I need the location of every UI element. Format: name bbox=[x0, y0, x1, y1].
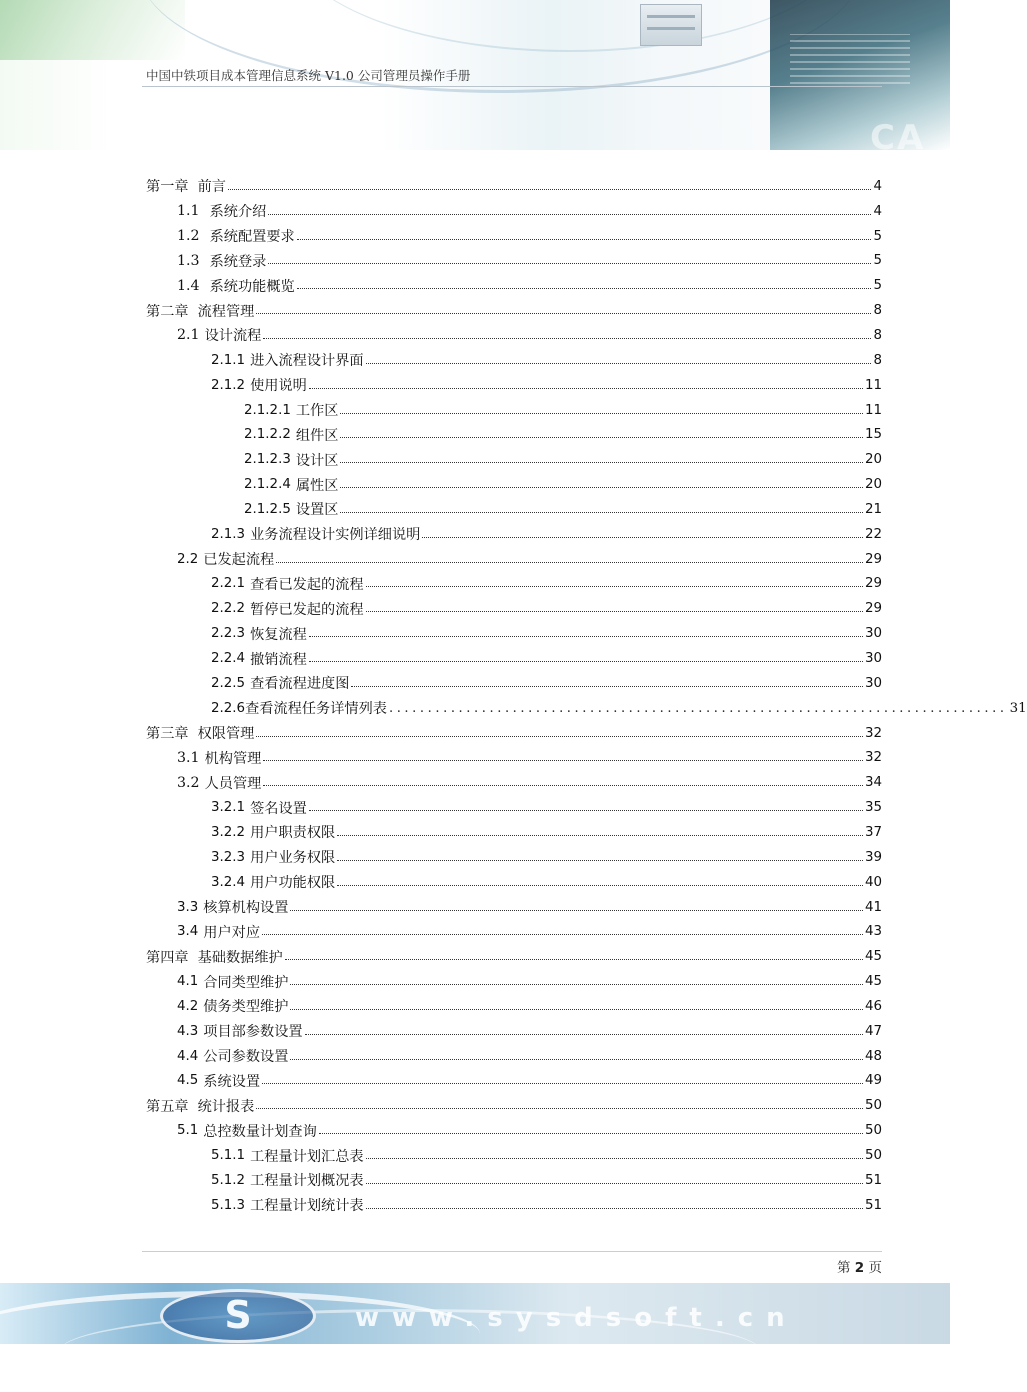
toc-entry-page: 46 bbox=[864, 998, 882, 1014]
toc-leader-dots bbox=[297, 288, 872, 289]
toc-entry-label: 系统介绍 bbox=[209, 204, 267, 221]
toc-entry[interactable] bbox=[177, 746, 882, 771]
toc-entry-label: 核算机构设置 bbox=[203, 900, 289, 917]
toc-entry-page: 37 bbox=[864, 824, 882, 840]
toc-entry[interactable] bbox=[211, 795, 882, 820]
toc-leader-dots bbox=[366, 363, 872, 364]
toc-leader-dots bbox=[337, 885, 863, 886]
toc-entry[interactable] bbox=[146, 298, 882, 323]
toc-entry-label: 设计流程 bbox=[204, 328, 262, 345]
toc-entry[interactable] bbox=[177, 199, 882, 224]
toc-entry[interactable] bbox=[211, 646, 882, 671]
toc-entry-page: 11 bbox=[864, 377, 882, 393]
toc-entry-label: 组件区 bbox=[295, 427, 339, 444]
toc-entry-label: 公司参数设置 bbox=[203, 1049, 289, 1066]
toc-leader-dots bbox=[263, 785, 863, 786]
toc-entry[interactable] bbox=[211, 1193, 882, 1218]
toc-leader-dots bbox=[290, 1059, 863, 1060]
toc-entry-number: 2.1.1 bbox=[211, 352, 246, 368]
toc-entry-page: 41 bbox=[864, 899, 882, 915]
toc-entry[interactable] bbox=[211, 671, 882, 696]
toc-entry-page: 5 bbox=[873, 228, 882, 244]
toc-entry[interactable] bbox=[177, 1069, 882, 1094]
toc-entry-number: 第二章 bbox=[146, 303, 189, 320]
toc-entry-page: 47 bbox=[864, 1023, 882, 1039]
toc-entry-number: 第四章 bbox=[146, 949, 189, 966]
toc-entry-label: 已发起流程 bbox=[203, 552, 275, 569]
screen-graphic: CA bbox=[770, 0, 950, 150]
toc-entry-label: 债务类型维护 bbox=[203, 999, 289, 1016]
toc-entry-number: 5.1 bbox=[177, 1123, 199, 1139]
toc-entry-label: 查看已发起的流程 bbox=[250, 576, 364, 593]
toc-entry-number: 3.2.4 bbox=[211, 874, 246, 890]
toc-leader-dots bbox=[290, 984, 863, 985]
toc-entry-label: 系统配置要求 bbox=[209, 229, 295, 246]
toc-leader-dots bbox=[309, 810, 863, 811]
toc-entry-number: 2.2.4 bbox=[211, 651, 246, 667]
toc-entry-page: 29 bbox=[864, 576, 882, 592]
toc-entry-number: 2.1.2.3 bbox=[244, 452, 291, 468]
toc-entry[interactable] bbox=[177, 1044, 882, 1069]
toc-entry-label: 设计区 bbox=[295, 452, 339, 469]
company-url: www.sysdsoft.cn bbox=[355, 1303, 798, 1333]
toc-entry[interactable] bbox=[244, 472, 882, 497]
toc-entry-page: 50 bbox=[864, 1098, 882, 1114]
toc-entry[interactable] bbox=[177, 224, 882, 249]
toc-entry-number: 2.1 bbox=[177, 327, 200, 344]
toc-entry-number: 4.3 bbox=[177, 1023, 199, 1039]
toc-entry-label: 人员管理 bbox=[204, 775, 262, 792]
toc-entry-number: 2.2.3 bbox=[211, 626, 246, 642]
toc-entry-page: 34 bbox=[864, 775, 882, 791]
toc-entry-page: 8 bbox=[873, 327, 882, 343]
toc-entry-label: 查看流程任务详情列表 bbox=[245, 701, 387, 718]
toc-entry-page: 51 bbox=[864, 1197, 882, 1213]
toc-entry[interactable] bbox=[177, 1019, 882, 1044]
toc-leader-dots bbox=[297, 239, 872, 240]
toc-entry-page: 49 bbox=[864, 1073, 882, 1089]
toc-entry-number: 5.1.2 bbox=[211, 1172, 246, 1188]
toc-entry[interactable] bbox=[211, 373, 882, 398]
toc-leader-dots bbox=[351, 686, 863, 687]
toc-entry-number: 4.5 bbox=[177, 1073, 199, 1089]
toc-entry-label: 用户对应 bbox=[203, 924, 261, 941]
toc-leader-dots bbox=[366, 1158, 863, 1159]
toc-entry-page: 31 bbox=[1009, 700, 1027, 716]
toc-leader-dots bbox=[285, 959, 863, 960]
toc-leader-dots bbox=[228, 189, 872, 190]
toc-entry[interactable] bbox=[211, 845, 882, 870]
toc-entry[interactable] bbox=[177, 994, 882, 1019]
toc-entry-number: 第一章 bbox=[146, 179, 189, 196]
toc-entry[interactable] bbox=[211, 1168, 882, 1193]
page-suffix: 页 bbox=[868, 1260, 882, 1276]
toc-entry[interactable] bbox=[244, 447, 882, 472]
toc-entry-label: 用户业务权限 bbox=[250, 850, 336, 867]
toc-entry-number: 3.3 bbox=[177, 899, 199, 915]
toc-entry-page: 4 bbox=[873, 203, 882, 219]
toc-entry-page: 30 bbox=[864, 675, 882, 691]
toc-entry[interactable] bbox=[146, 944, 882, 969]
toc-entry-number: 3.2 bbox=[177, 774, 200, 791]
toc-leader-dots bbox=[290, 1009, 863, 1010]
toc-leader-dots bbox=[366, 611, 863, 612]
page-number-value: 2 bbox=[854, 1260, 865, 1276]
toc-entry-label: 工程量计划汇总表 bbox=[250, 1148, 364, 1165]
toc-entry-label: 基础数据维护 bbox=[197, 949, 283, 966]
header-rule bbox=[142, 86, 882, 87]
toc-entry[interactable] bbox=[177, 249, 882, 274]
toc-leader-dots bbox=[263, 760, 863, 761]
toc-entry-page: 22 bbox=[864, 526, 882, 542]
toc-leader-dots bbox=[340, 437, 863, 438]
toc-entry-label: 签名设置 bbox=[250, 800, 307, 817]
toc-entry-page: 5 bbox=[873, 278, 882, 294]
toc-leader-dots bbox=[366, 1183, 863, 1184]
toc-entry-label: 工作区 bbox=[295, 403, 339, 420]
toc-entry-number: 2.2.1 bbox=[211, 576, 246, 592]
running-header-title: 中国中铁项目成本管理信息系统 V1.0 公司管理员操作手册 bbox=[146, 68, 471, 83]
toc-entry-page: 32 bbox=[864, 725, 882, 741]
toc-leader-dots bbox=[309, 388, 863, 389]
toc-entry-label: 用户职责权限 bbox=[250, 825, 336, 842]
toc-entry-page: 11 bbox=[864, 402, 882, 418]
toc-entry-page: 8 bbox=[873, 303, 882, 319]
toc-leader-dots bbox=[309, 661, 863, 662]
toc-entry[interactable] bbox=[211, 696, 1027, 721]
toc-entry-label: 暂停已发起的流程 bbox=[250, 601, 364, 618]
toc-entry-number: 3.4 bbox=[177, 924, 199, 940]
toc-leader-dots: ................................................................................ bbox=[388, 700, 1008, 716]
toc-entry-label: 项目部参数设置 bbox=[203, 1024, 303, 1041]
software-window-graphic bbox=[640, 4, 702, 46]
toc-entry-number: 4.4 bbox=[177, 1048, 199, 1064]
toc-entry-page: 5 bbox=[873, 253, 882, 269]
top-decorative-banner bbox=[0, 0, 950, 158]
page-prefix: 第 bbox=[837, 1260, 851, 1276]
toc-entry-label: 使用说明 bbox=[250, 378, 307, 395]
toc-leader-dots bbox=[337, 860, 863, 861]
toc-entry-label: 查看流程进度图 bbox=[250, 676, 350, 693]
toc-entry-number: 2.2.6 bbox=[211, 700, 246, 716]
toc-entry-page: 51 bbox=[864, 1172, 882, 1188]
toc-leader-dots bbox=[262, 1083, 863, 1084]
toc-entry-label: 恢复流程 bbox=[250, 626, 307, 643]
toc-entry-page: 30 bbox=[864, 651, 882, 667]
bottom-decorative-banner bbox=[0, 1283, 950, 1344]
toc-entry-number: 2.2 bbox=[177, 551, 199, 567]
toc-entry[interactable] bbox=[211, 522, 882, 547]
toc-leader-dots bbox=[268, 263, 871, 264]
toc-leader-dots bbox=[340, 413, 863, 414]
toc-entry-number: 5.1.1 bbox=[211, 1148, 246, 1164]
toc-leader-dots bbox=[256, 1108, 863, 1109]
toc-leader-dots bbox=[340, 487, 863, 488]
toc-entry[interactable] bbox=[177, 323, 882, 348]
toc-leader-dots bbox=[319, 1133, 863, 1134]
toc-leader-dots bbox=[422, 537, 863, 538]
toc-entry-number: 3.2.1 bbox=[211, 800, 246, 816]
toc-entry-label: 前言 bbox=[197, 179, 226, 196]
toc-entry-label: 总控数量计划查询 bbox=[203, 1123, 317, 1140]
toc-entry-number: 2.2.2 bbox=[211, 601, 246, 617]
toc-leader-dots bbox=[256, 736, 863, 737]
toc-entry[interactable] bbox=[244, 497, 882, 522]
toc-entry[interactable] bbox=[177, 969, 882, 994]
toc-entry[interactable] bbox=[146, 174, 882, 199]
toc-entry-number: 1.4 bbox=[177, 277, 200, 294]
toc-entry-number: 2.1.2.5 bbox=[244, 501, 291, 517]
toc-entry-label: 设置区 bbox=[295, 502, 339, 519]
toc-entry-number: 第三章 bbox=[146, 726, 189, 743]
toc-entry-page: 30 bbox=[864, 626, 882, 642]
toc-entry-label: 用户功能权限 bbox=[250, 875, 336, 892]
toc-entry-page: 32 bbox=[864, 750, 882, 766]
toc-entry-label: 进入流程设计界面 bbox=[250, 353, 364, 370]
toc-entry-page: 4 bbox=[873, 178, 882, 194]
toc-entry[interactable] bbox=[177, 1118, 882, 1143]
toc-entry[interactable] bbox=[177, 547, 882, 572]
toc-leader-dots bbox=[290, 910, 863, 911]
toc-entry-label: 流程管理 bbox=[197, 303, 255, 320]
toc-entry-page: 39 bbox=[864, 849, 882, 865]
toc-entry-label: 合同类型维护 bbox=[203, 974, 289, 991]
toc-entry-page: 20 bbox=[864, 477, 882, 493]
toc-entry-label: 业务流程设计实例详细说明 bbox=[250, 527, 421, 544]
toc-entry[interactable] bbox=[211, 820, 882, 845]
toc-entry[interactable] bbox=[211, 596, 882, 621]
toc-leader-dots bbox=[340, 462, 863, 463]
toc-entry-label: 统计报表 bbox=[197, 1098, 255, 1115]
toc-entry-number: 1.2 bbox=[177, 228, 200, 245]
toc-leader-dots bbox=[337, 835, 863, 836]
toc-leader-dots bbox=[262, 934, 863, 935]
toc-leader-dots bbox=[366, 586, 863, 587]
toc-entry-number: 2.1.2.2 bbox=[244, 427, 291, 443]
toc-entry-number: 3.2.2 bbox=[211, 824, 246, 840]
toc-entry[interactable] bbox=[244, 423, 882, 448]
toc-entry-number: 3.1 bbox=[177, 749, 200, 766]
toc-leader-dots bbox=[263, 338, 871, 339]
toc-entry-label: 撤销流程 bbox=[250, 651, 307, 668]
toc-entry-number: 2.2.5 bbox=[211, 675, 246, 691]
toc-entry-page: 29 bbox=[864, 601, 882, 617]
toc-entry-page: 50 bbox=[864, 1148, 882, 1164]
toc-entry-label: 工程量计划概况表 bbox=[250, 1173, 364, 1190]
toc-entry-number: 2.1.2 bbox=[211, 377, 246, 393]
toc-entry-number: 2.1.2.1 bbox=[244, 402, 291, 418]
toc-leader-dots bbox=[366, 1208, 863, 1209]
toc-entry[interactable] bbox=[211, 1143, 882, 1168]
toc-entry[interactable] bbox=[211, 572, 882, 597]
toc-entry-label: 系统设置 bbox=[203, 1073, 261, 1090]
company-logo: S bbox=[160, 1289, 316, 1343]
toc-entry-label: 机构管理 bbox=[204, 750, 262, 767]
toc-leader-dots bbox=[305, 1034, 863, 1035]
toc-entry-label: 工程量计划统计表 bbox=[250, 1198, 364, 1215]
toc-leader-dots bbox=[268, 214, 871, 215]
toc-entry-number: 第五章 bbox=[146, 1098, 189, 1115]
toc-entry[interactable] bbox=[177, 895, 882, 920]
toc-entry[interactable] bbox=[244, 398, 882, 423]
toc-entry[interactable] bbox=[211, 870, 882, 895]
toc-entry[interactable] bbox=[146, 1093, 882, 1118]
toc-entry-number: 5.1.3 bbox=[211, 1197, 246, 1213]
toc-leader-dots bbox=[309, 636, 863, 637]
toc-entry-number: 2.1.3 bbox=[211, 526, 246, 542]
toc-entry-page: 43 bbox=[864, 924, 882, 940]
toc-entry-page: 35 bbox=[864, 800, 882, 816]
toc-entry-number: 1.3 bbox=[177, 252, 200, 269]
toc-entry[interactable] bbox=[146, 721, 882, 746]
toc-entry-page: 20 bbox=[864, 452, 882, 468]
toc-entry-page: 48 bbox=[864, 1048, 882, 1064]
toc-entry-page: 21 bbox=[864, 501, 882, 517]
toc-entry[interactable] bbox=[211, 348, 882, 373]
toc-entry-number: 4.1 bbox=[177, 974, 199, 990]
toc-entry-page: 50 bbox=[864, 1123, 882, 1139]
toc-leader-dots bbox=[340, 512, 863, 513]
toc-entry-label: 系统功能概览 bbox=[209, 278, 295, 295]
toc-entry-page: 45 bbox=[864, 949, 882, 965]
toc-entry[interactable] bbox=[177, 920, 882, 945]
toc-entry-number: 3.2.3 bbox=[211, 849, 246, 865]
toc-leader-dots bbox=[276, 562, 863, 563]
toc-entry-page: 15 bbox=[864, 427, 882, 443]
toc-entry-number: 1.1 bbox=[177, 203, 200, 220]
footer-rule bbox=[142, 1251, 882, 1252]
toc-entry-label: 属性区 bbox=[295, 477, 339, 494]
toc-entry-label: 系统登录 bbox=[209, 253, 267, 270]
toc-entry[interactable] bbox=[211, 621, 882, 646]
toc-entry-page: 8 bbox=[873, 352, 882, 368]
toc-entry[interactable] bbox=[177, 770, 882, 795]
toc-entry-page: 40 bbox=[864, 874, 882, 890]
toc-entry-number: 2.1.2.4 bbox=[244, 477, 291, 493]
toc-entry[interactable] bbox=[177, 273, 882, 298]
page-number bbox=[837, 1256, 882, 1276]
toc-leader-dots bbox=[256, 313, 871, 314]
toc-entry-page: 29 bbox=[864, 551, 882, 567]
toc-entry-page: 45 bbox=[864, 974, 882, 990]
toc-entry-number: 4.2 bbox=[177, 998, 199, 1014]
toc-entry-label: 权限管理 bbox=[197, 726, 255, 743]
